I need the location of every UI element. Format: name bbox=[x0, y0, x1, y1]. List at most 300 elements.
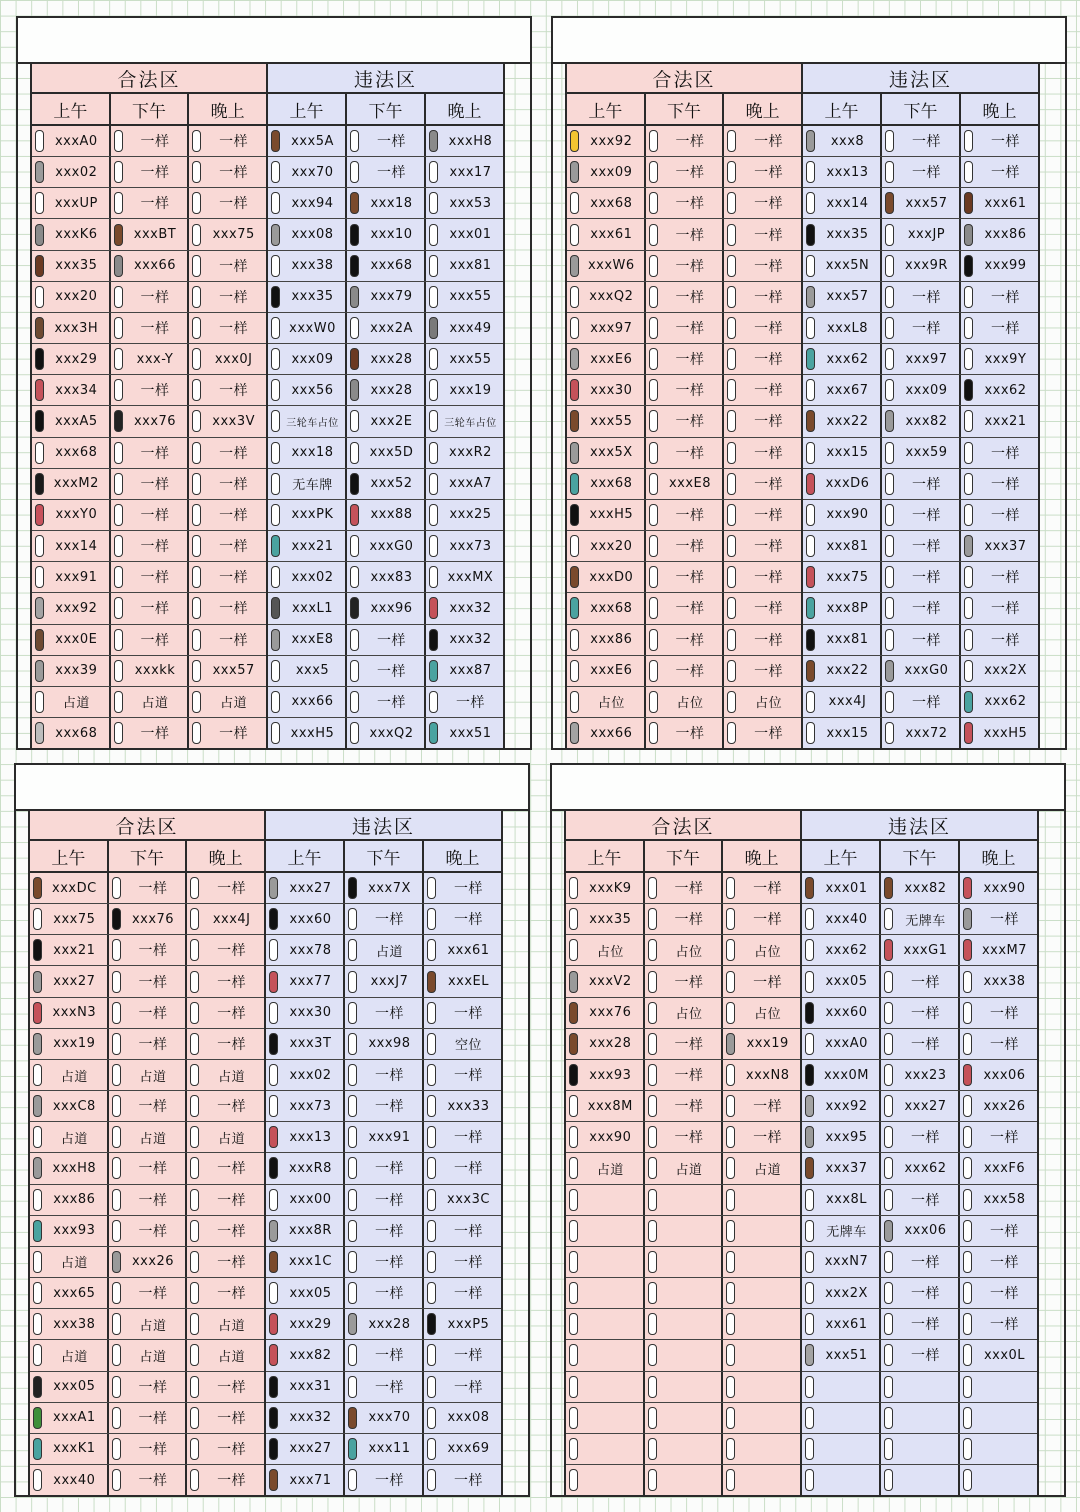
parking-cell[interactable] bbox=[32, 282, 111, 312]
parking-cell[interactable] bbox=[266, 1247, 345, 1277]
parking-cell[interactable] bbox=[881, 1309, 960, 1339]
parking-cell[interactable] bbox=[646, 531, 725, 561]
parking-cell[interactable] bbox=[723, 1153, 800, 1183]
parking-cell[interactable] bbox=[802, 1372, 881, 1402]
parking-cell[interactable] bbox=[111, 656, 190, 686]
parking-cell[interactable] bbox=[882, 500, 961, 530]
parking-cell[interactable] bbox=[187, 1029, 264, 1059]
parking-cell[interactable] bbox=[566, 1247, 645, 1277]
parking-cell[interactable] bbox=[266, 1309, 345, 1339]
parking-cell[interactable] bbox=[881, 1372, 960, 1402]
parking-cell[interactable] bbox=[961, 687, 1038, 717]
parking-cell[interactable] bbox=[111, 625, 190, 655]
parking-cell[interactable] bbox=[268, 219, 347, 249]
parking-cell[interactable] bbox=[424, 998, 501, 1028]
parking-cell[interactable] bbox=[111, 438, 190, 468]
parking-cell[interactable] bbox=[268, 282, 347, 312]
parking-cell[interactable] bbox=[960, 1465, 1037, 1495]
parking-cell[interactable] bbox=[30, 904, 109, 934]
parking-cell[interactable] bbox=[424, 1278, 501, 1308]
parking-cell[interactable] bbox=[724, 282, 801, 312]
parking-cell[interactable] bbox=[32, 469, 111, 499]
parking-cell[interactable] bbox=[426, 500, 503, 530]
parking-cell[interactable] bbox=[266, 904, 345, 934]
parking-cell[interactable] bbox=[266, 1091, 345, 1121]
parking-cell[interactable] bbox=[567, 718, 646, 748]
parking-cell[interactable] bbox=[802, 1309, 881, 1339]
parking-cell[interactable] bbox=[424, 1465, 501, 1495]
parking-cell[interactable] bbox=[724, 687, 801, 717]
parking-cell[interactable] bbox=[32, 593, 111, 623]
parking-cell[interactable] bbox=[566, 1122, 645, 1152]
parking-cell[interactable] bbox=[724, 656, 801, 686]
parking-cell[interactable] bbox=[724, 188, 801, 218]
parking-cell[interactable] bbox=[567, 406, 646, 436]
parking-cell[interactable] bbox=[566, 873, 645, 903]
parking-cell[interactable] bbox=[32, 625, 111, 655]
parking-cell[interactable] bbox=[187, 1247, 264, 1277]
parking-cell[interactable] bbox=[266, 998, 345, 1028]
parking-cell[interactable] bbox=[724, 406, 801, 436]
parking-cell[interactable] bbox=[30, 1247, 109, 1277]
parking-cell[interactable] bbox=[426, 126, 503, 156]
parking-cell[interactable] bbox=[802, 966, 881, 996]
parking-cell[interactable] bbox=[424, 1122, 501, 1152]
parking-cell[interactable] bbox=[32, 718, 111, 748]
parking-cell[interactable] bbox=[424, 904, 501, 934]
parking-cell[interactable] bbox=[567, 593, 646, 623]
parking-cell[interactable] bbox=[266, 1403, 345, 1433]
parking-cell[interactable] bbox=[567, 687, 646, 717]
parking-cell[interactable] bbox=[345, 1185, 424, 1215]
parking-cell[interactable] bbox=[109, 1185, 188, 1215]
parking-cell[interactable] bbox=[30, 873, 109, 903]
parking-cell[interactable] bbox=[426, 375, 503, 405]
parking-cell[interactable] bbox=[567, 188, 646, 218]
parking-cell[interactable] bbox=[347, 251, 426, 281]
parking-cell[interactable] bbox=[109, 1340, 188, 1370]
parking-cell[interactable] bbox=[724, 531, 801, 561]
parking-cell[interactable] bbox=[882, 625, 961, 655]
parking-cell[interactable] bbox=[109, 935, 188, 965]
parking-cell[interactable] bbox=[111, 375, 190, 405]
parking-cell[interactable] bbox=[803, 718, 882, 748]
parking-cell[interactable] bbox=[189, 344, 266, 374]
parking-cell[interactable] bbox=[32, 500, 111, 530]
parking-cell[interactable] bbox=[109, 1060, 188, 1090]
parking-cell[interactable] bbox=[189, 188, 266, 218]
parking-cell[interactable] bbox=[32, 531, 111, 561]
parking-cell[interactable] bbox=[882, 593, 961, 623]
parking-cell[interactable] bbox=[109, 966, 188, 996]
parking-cell[interactable] bbox=[723, 1340, 800, 1370]
parking-cell[interactable] bbox=[566, 1029, 645, 1059]
parking-cell[interactable] bbox=[424, 1309, 501, 1339]
parking-cell[interactable] bbox=[347, 188, 426, 218]
parking-cell[interactable] bbox=[723, 935, 800, 965]
parking-cell[interactable] bbox=[567, 562, 646, 592]
parking-cell[interactable] bbox=[32, 313, 111, 343]
parking-cell[interactable] bbox=[882, 219, 961, 249]
parking-cell[interactable] bbox=[881, 1434, 960, 1464]
parking-cell[interactable] bbox=[567, 438, 646, 468]
parking-cell[interactable] bbox=[802, 1153, 881, 1183]
parking-cell[interactable] bbox=[109, 904, 188, 934]
parking-cell[interactable] bbox=[646, 188, 725, 218]
parking-cell[interactable] bbox=[960, 1153, 1037, 1183]
parking-cell[interactable] bbox=[645, 1247, 724, 1277]
parking-cell[interactable] bbox=[30, 1185, 109, 1215]
parking-cell[interactable] bbox=[802, 873, 881, 903]
parking-cell[interactable] bbox=[881, 1278, 960, 1308]
parking-cell[interactable] bbox=[266, 1216, 345, 1246]
parking-cell[interactable] bbox=[803, 157, 882, 187]
parking-cell[interactable] bbox=[189, 500, 266, 530]
parking-cell[interactable] bbox=[189, 126, 266, 156]
parking-cell[interactable] bbox=[882, 188, 961, 218]
parking-cell[interactable] bbox=[803, 313, 882, 343]
parking-cell[interactable] bbox=[646, 562, 725, 592]
parking-cell[interactable] bbox=[187, 1465, 264, 1495]
parking-cell[interactable] bbox=[724, 625, 801, 655]
parking-cell[interactable] bbox=[30, 1060, 109, 1090]
parking-cell[interactable] bbox=[30, 1340, 109, 1370]
parking-cell[interactable] bbox=[961, 313, 1038, 343]
parking-cell[interactable] bbox=[30, 1278, 109, 1308]
parking-cell[interactable] bbox=[960, 998, 1037, 1028]
parking-cell[interactable] bbox=[803, 126, 882, 156]
parking-cell[interactable] bbox=[426, 625, 503, 655]
parking-cell[interactable] bbox=[347, 126, 426, 156]
parking-cell[interactable] bbox=[961, 656, 1038, 686]
parking-cell[interactable] bbox=[802, 1122, 881, 1152]
parking-cell[interactable] bbox=[268, 531, 347, 561]
parking-cell[interactable] bbox=[187, 966, 264, 996]
parking-cell[interactable] bbox=[109, 998, 188, 1028]
parking-cell[interactable] bbox=[32, 656, 111, 686]
parking-cell[interactable] bbox=[803, 219, 882, 249]
parking-cell[interactable] bbox=[347, 656, 426, 686]
parking-cell[interactable] bbox=[347, 438, 426, 468]
parking-cell[interactable] bbox=[426, 344, 503, 374]
parking-cell[interactable] bbox=[961, 157, 1038, 187]
parking-cell[interactable] bbox=[646, 656, 725, 686]
parking-cell[interactable] bbox=[645, 1029, 724, 1059]
parking-cell[interactable] bbox=[724, 438, 801, 468]
parking-cell[interactable] bbox=[424, 1029, 501, 1059]
parking-cell[interactable] bbox=[961, 625, 1038, 655]
parking-cell[interactable] bbox=[724, 126, 801, 156]
parking-cell[interactable] bbox=[347, 406, 426, 436]
parking-cell[interactable] bbox=[268, 406, 347, 436]
parking-cell[interactable] bbox=[345, 1403, 424, 1433]
parking-cell[interactable] bbox=[187, 1372, 264, 1402]
parking-cell[interactable] bbox=[424, 1372, 501, 1402]
parking-cell[interactable] bbox=[30, 1465, 109, 1495]
parking-cell[interactable] bbox=[803, 469, 882, 499]
parking-cell[interactable] bbox=[882, 282, 961, 312]
parking-cell[interactable] bbox=[32, 687, 111, 717]
parking-cell[interactable] bbox=[646, 593, 725, 623]
parking-cell[interactable] bbox=[567, 219, 646, 249]
parking-cell[interactable] bbox=[268, 126, 347, 156]
parking-cell[interactable] bbox=[566, 1340, 645, 1370]
parking-cell[interactable] bbox=[111, 562, 190, 592]
parking-cell[interactable] bbox=[187, 1434, 264, 1464]
parking-cell[interactable] bbox=[567, 500, 646, 530]
parking-cell[interactable] bbox=[724, 313, 801, 343]
parking-cell[interactable] bbox=[111, 219, 190, 249]
parking-cell[interactable] bbox=[187, 1060, 264, 1090]
parking-cell[interactable] bbox=[566, 1216, 645, 1246]
parking-cell[interactable] bbox=[645, 1060, 724, 1090]
parking-cell[interactable] bbox=[802, 1247, 881, 1277]
parking-cell[interactable] bbox=[111, 718, 190, 748]
parking-cell[interactable] bbox=[109, 1029, 188, 1059]
parking-cell[interactable] bbox=[882, 687, 961, 717]
parking-cell[interactable] bbox=[187, 1340, 264, 1370]
parking-cell[interactable] bbox=[109, 1278, 188, 1308]
parking-cell[interactable] bbox=[268, 438, 347, 468]
parking-cell[interactable] bbox=[345, 1465, 424, 1495]
parking-cell[interactable] bbox=[566, 998, 645, 1028]
parking-cell[interactable] bbox=[803, 251, 882, 281]
parking-cell[interactable] bbox=[724, 157, 801, 187]
parking-cell[interactable] bbox=[961, 500, 1038, 530]
parking-cell[interactable] bbox=[882, 438, 961, 468]
parking-cell[interactable] bbox=[803, 656, 882, 686]
parking-cell[interactable] bbox=[424, 935, 501, 965]
parking-cell[interactable] bbox=[426, 469, 503, 499]
parking-cell[interactable] bbox=[345, 998, 424, 1028]
parking-cell[interactable] bbox=[724, 718, 801, 748]
parking-cell[interactable] bbox=[426, 188, 503, 218]
parking-cell[interactable] bbox=[187, 1309, 264, 1339]
parking-cell[interactable] bbox=[266, 1434, 345, 1464]
parking-cell[interactable] bbox=[802, 998, 881, 1028]
parking-cell[interactable] bbox=[268, 313, 347, 343]
parking-cell[interactable] bbox=[30, 935, 109, 965]
parking-cell[interactable] bbox=[426, 313, 503, 343]
parking-cell[interactable] bbox=[111, 687, 190, 717]
parking-cell[interactable] bbox=[567, 375, 646, 405]
parking-cell[interactable] bbox=[345, 873, 424, 903]
parking-cell[interactable] bbox=[347, 531, 426, 561]
parking-cell[interactable] bbox=[32, 219, 111, 249]
parking-cell[interactable] bbox=[724, 562, 801, 592]
parking-cell[interactable] bbox=[424, 1185, 501, 1215]
parking-cell[interactable] bbox=[109, 1122, 188, 1152]
parking-cell[interactable] bbox=[30, 1122, 109, 1152]
parking-cell[interactable] bbox=[802, 1403, 881, 1433]
parking-cell[interactable] bbox=[266, 1185, 345, 1215]
parking-cell[interactable] bbox=[723, 1029, 800, 1059]
parking-cell[interactable] bbox=[802, 904, 881, 934]
parking-cell[interactable] bbox=[724, 593, 801, 623]
parking-cell[interactable] bbox=[109, 1403, 188, 1433]
parking-cell[interactable] bbox=[803, 500, 882, 530]
parking-cell[interactable] bbox=[961, 469, 1038, 499]
parking-cell[interactable] bbox=[111, 593, 190, 623]
parking-cell[interactable] bbox=[426, 157, 503, 187]
parking-cell[interactable] bbox=[345, 1153, 424, 1183]
parking-cell[interactable] bbox=[645, 935, 724, 965]
parking-cell[interactable] bbox=[882, 251, 961, 281]
parking-cell[interactable] bbox=[109, 1247, 188, 1277]
parking-cell[interactable] bbox=[882, 157, 961, 187]
parking-cell[interactable] bbox=[567, 344, 646, 374]
parking-cell[interactable] bbox=[645, 1340, 724, 1370]
parking-cell[interactable] bbox=[961, 126, 1038, 156]
parking-cell[interactable] bbox=[347, 219, 426, 249]
parking-cell[interactable] bbox=[566, 1372, 645, 1402]
parking-cell[interactable] bbox=[802, 1434, 881, 1464]
parking-cell[interactable] bbox=[645, 1091, 724, 1121]
parking-cell[interactable] bbox=[268, 469, 347, 499]
parking-cell[interactable] bbox=[426, 531, 503, 561]
parking-cell[interactable] bbox=[189, 313, 266, 343]
parking-cell[interactable] bbox=[567, 625, 646, 655]
parking-cell[interactable] bbox=[645, 998, 724, 1028]
parking-cell[interactable] bbox=[566, 1091, 645, 1121]
parking-cell[interactable] bbox=[268, 251, 347, 281]
parking-cell[interactable] bbox=[266, 1122, 345, 1152]
parking-cell[interactable] bbox=[187, 904, 264, 934]
parking-cell[interactable] bbox=[646, 718, 725, 748]
parking-cell[interactable] bbox=[960, 966, 1037, 996]
parking-cell[interactable] bbox=[961, 406, 1038, 436]
parking-cell[interactable] bbox=[803, 438, 882, 468]
parking-cell[interactable] bbox=[882, 562, 961, 592]
parking-cell[interactable] bbox=[645, 1122, 724, 1152]
parking-cell[interactable] bbox=[32, 157, 111, 187]
parking-cell[interactable] bbox=[646, 282, 725, 312]
parking-cell[interactable] bbox=[566, 1465, 645, 1495]
parking-cell[interactable] bbox=[189, 438, 266, 468]
parking-cell[interactable] bbox=[32, 126, 111, 156]
parking-cell[interactable] bbox=[645, 1185, 724, 1215]
parking-cell[interactable] bbox=[268, 375, 347, 405]
parking-cell[interactable] bbox=[961, 562, 1038, 592]
parking-cell[interactable] bbox=[426, 593, 503, 623]
parking-cell[interactable] bbox=[30, 1309, 109, 1339]
parking-cell[interactable] bbox=[345, 1309, 424, 1339]
parking-cell[interactable] bbox=[111, 282, 190, 312]
parking-cell[interactable] bbox=[960, 1403, 1037, 1433]
parking-cell[interactable] bbox=[111, 406, 190, 436]
parking-cell[interactable] bbox=[426, 282, 503, 312]
parking-cell[interactable] bbox=[882, 126, 961, 156]
parking-cell[interactable] bbox=[424, 966, 501, 996]
parking-cell[interactable] bbox=[111, 313, 190, 343]
parking-cell[interactable] bbox=[803, 562, 882, 592]
parking-cell[interactable] bbox=[961, 438, 1038, 468]
parking-cell[interactable] bbox=[268, 593, 347, 623]
parking-cell[interactable] bbox=[30, 1434, 109, 1464]
parking-cell[interactable] bbox=[881, 1091, 960, 1121]
parking-cell[interactable] bbox=[881, 1060, 960, 1090]
parking-cell[interactable] bbox=[881, 873, 960, 903]
parking-cell[interactable] bbox=[347, 157, 426, 187]
parking-cell[interactable] bbox=[347, 718, 426, 748]
parking-cell[interactable] bbox=[646, 219, 725, 249]
parking-cell[interactable] bbox=[30, 966, 109, 996]
parking-cell[interactable] bbox=[723, 1247, 800, 1277]
parking-cell[interactable] bbox=[566, 1309, 645, 1339]
parking-cell[interactable] bbox=[426, 438, 503, 468]
parking-cell[interactable] bbox=[567, 157, 646, 187]
parking-cell[interactable] bbox=[566, 904, 645, 934]
parking-cell[interactable] bbox=[566, 1153, 645, 1183]
parking-cell[interactable] bbox=[424, 1216, 501, 1246]
parking-cell[interactable] bbox=[111, 126, 190, 156]
parking-cell[interactable] bbox=[187, 873, 264, 903]
parking-cell[interactable] bbox=[566, 935, 645, 965]
parking-cell[interactable] bbox=[645, 1403, 724, 1433]
parking-cell[interactable] bbox=[266, 1153, 345, 1183]
parking-cell[interactable] bbox=[189, 469, 266, 499]
parking-cell[interactable] bbox=[802, 1060, 881, 1090]
parking-cell[interactable] bbox=[881, 966, 960, 996]
parking-cell[interactable] bbox=[723, 1372, 800, 1402]
parking-cell[interactable] bbox=[567, 251, 646, 281]
parking-cell[interactable] bbox=[426, 251, 503, 281]
parking-cell[interactable] bbox=[645, 1278, 724, 1308]
parking-cell[interactable] bbox=[723, 1185, 800, 1215]
parking-cell[interactable] bbox=[268, 656, 347, 686]
parking-cell[interactable] bbox=[567, 126, 646, 156]
parking-cell[interactable] bbox=[347, 625, 426, 655]
parking-cell[interactable] bbox=[109, 1216, 188, 1246]
parking-cell[interactable] bbox=[426, 562, 503, 592]
parking-cell[interactable] bbox=[109, 1091, 188, 1121]
parking-cell[interactable] bbox=[189, 656, 266, 686]
parking-cell[interactable] bbox=[189, 718, 266, 748]
parking-cell[interactable] bbox=[266, 1060, 345, 1090]
parking-cell[interactable] bbox=[426, 687, 503, 717]
parking-cell[interactable] bbox=[645, 1434, 724, 1464]
parking-cell[interactable] bbox=[802, 1465, 881, 1495]
parking-cell[interactable] bbox=[268, 562, 347, 592]
parking-cell[interactable] bbox=[646, 500, 725, 530]
parking-cell[interactable] bbox=[645, 1153, 724, 1183]
parking-cell[interactable] bbox=[345, 1247, 424, 1277]
parking-cell[interactable] bbox=[345, 1278, 424, 1308]
parking-cell[interactable] bbox=[723, 1309, 800, 1339]
parking-cell[interactable] bbox=[187, 1153, 264, 1183]
parking-cell[interactable] bbox=[347, 375, 426, 405]
parking-cell[interactable] bbox=[345, 904, 424, 934]
parking-cell[interactable] bbox=[111, 157, 190, 187]
parking-cell[interactable] bbox=[723, 1091, 800, 1121]
parking-cell[interactable] bbox=[266, 1372, 345, 1402]
parking-cell[interactable] bbox=[424, 1091, 501, 1121]
parking-cell[interactable] bbox=[345, 1340, 424, 1370]
parking-cell[interactable] bbox=[882, 531, 961, 561]
parking-cell[interactable] bbox=[803, 375, 882, 405]
parking-cell[interactable] bbox=[424, 1153, 501, 1183]
parking-cell[interactable] bbox=[426, 219, 503, 249]
parking-cell[interactable] bbox=[566, 1185, 645, 1215]
parking-cell[interactable] bbox=[882, 375, 961, 405]
parking-cell[interactable] bbox=[109, 1309, 188, 1339]
parking-cell[interactable] bbox=[345, 935, 424, 965]
parking-cell[interactable] bbox=[803, 531, 882, 561]
parking-cell[interactable] bbox=[646, 438, 725, 468]
parking-cell[interactable] bbox=[32, 438, 111, 468]
parking-cell[interactable] bbox=[645, 873, 724, 903]
parking-cell[interactable] bbox=[187, 1091, 264, 1121]
